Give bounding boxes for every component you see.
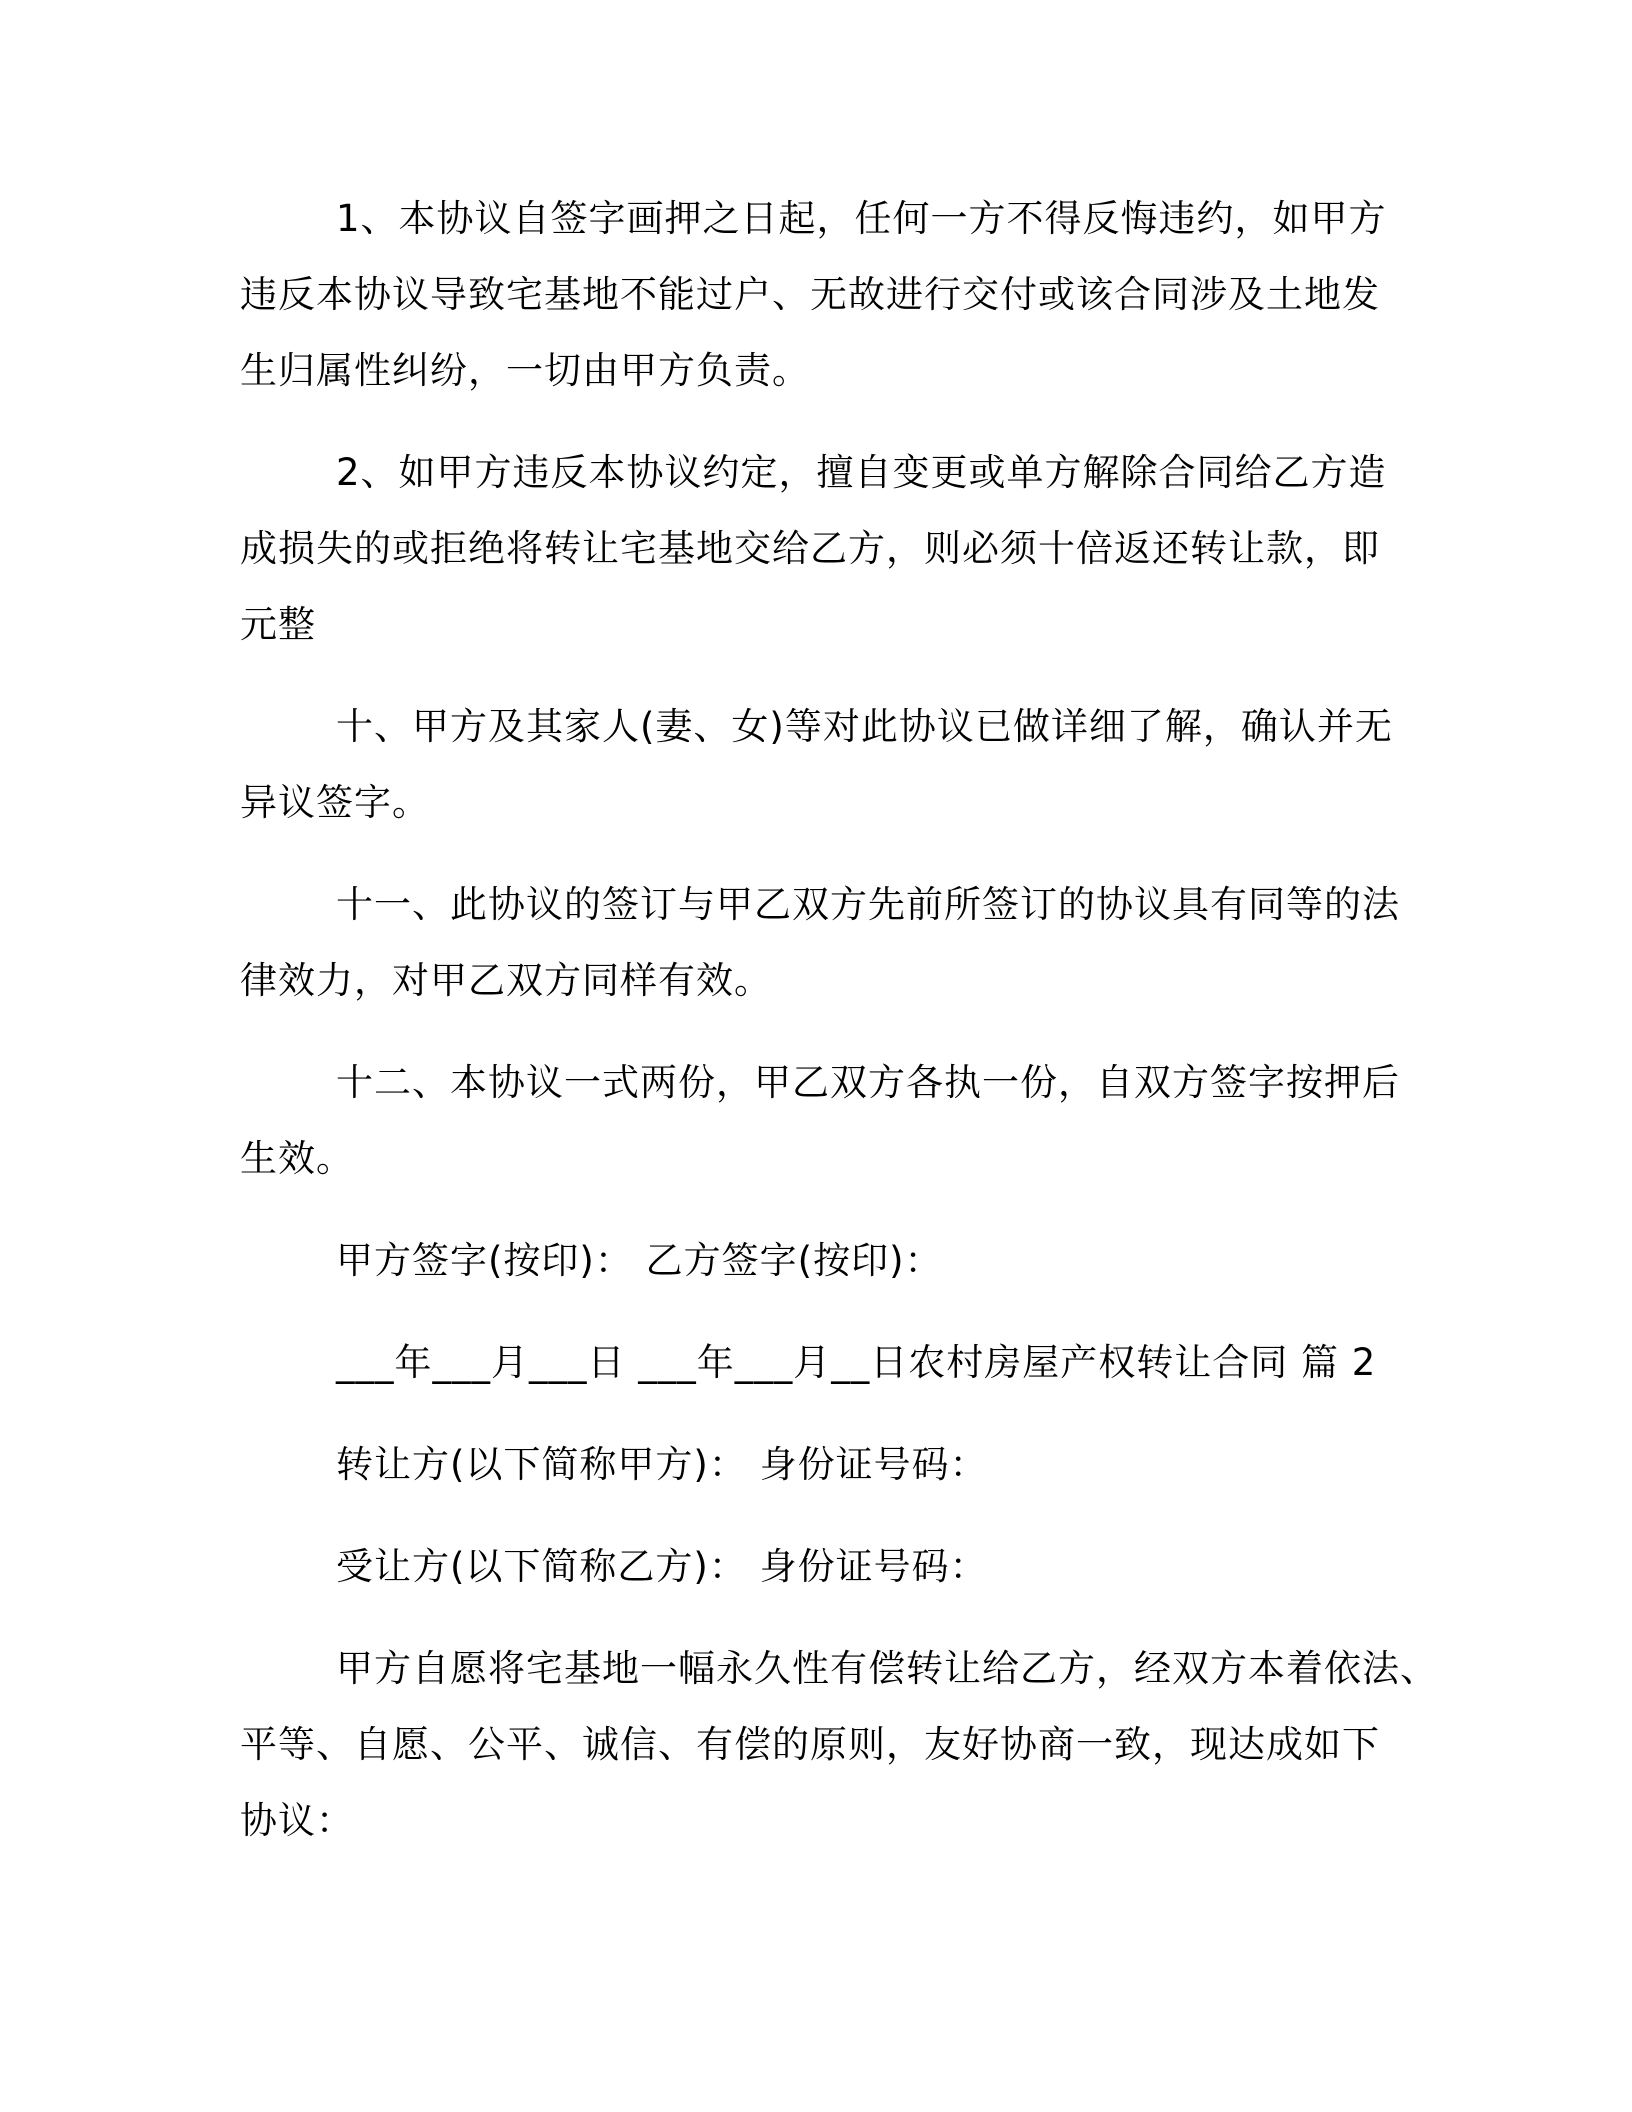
- transferee-line: 受让方(以下简称乙方)： 身份证号码：: [336, 1545, 988, 1588]
- intro-line-1: 甲方自愿将宅基地一幅永久性有偿转让给乙方，经双方本着依法、: [336, 1647, 1438, 1690]
- clause-1-line-3: 生归属性纠纷，一切由甲方负责。: [240, 349, 810, 392]
- intro-line-2: 平等、自愿、公平、诚信、有偿的原则，友好协商一致，现达成如下: [240, 1723, 1380, 1766]
- clause-1-line-1: 1、本协议自签字画押之日起，任何一方不得反悔违约，如甲方: [336, 197, 1387, 240]
- clause-10-line-2: 异议签字。: [240, 781, 430, 824]
- clause-2-line-2: 成损失的或拒绝将转让宅基地交给乙方，则必须十倍返还转让款，即: [240, 527, 1380, 570]
- clause-10-line-1: 十、甲方及其家人(妻、女)等对此协议已做详细了解，确认并无: [336, 705, 1393, 748]
- clause-1-line-2: 违反本协议导致宅基地不能过户、无故进行交付或该合同涉及土地发: [240, 273, 1380, 316]
- clause-2-line-3: 元整: [240, 603, 316, 646]
- intro-line-3: 协议：: [240, 1799, 354, 1842]
- clause-11-line-2: 律效力，对甲乙双方同样有效。: [240, 959, 772, 1002]
- transferor-line: 转让方(以下简称甲方)： 身份证号码：: [336, 1443, 988, 1486]
- date-and-title-line: ___年___月___日 ___年___月__日农村房屋产权转让合同 篇 2: [336, 1341, 1377, 1384]
- signature-line: 甲方签字(按印)： 乙方签字(按印)：: [336, 1239, 943, 1282]
- clause-12-line-2: 生效。: [240, 1137, 354, 1180]
- clause-12-line-1: 十二、本协议一式两份，甲乙双方各执一份，自双方签字按押后: [336, 1061, 1400, 1104]
- clause-2-line-1: 2、如甲方违反本协议约定，擅自变更或单方解除合同给乙方造: [336, 451, 1387, 494]
- clause-11-line-1: 十一、此协议的签订与甲乙双方先前所签订的协议具有同等的法: [336, 883, 1400, 926]
